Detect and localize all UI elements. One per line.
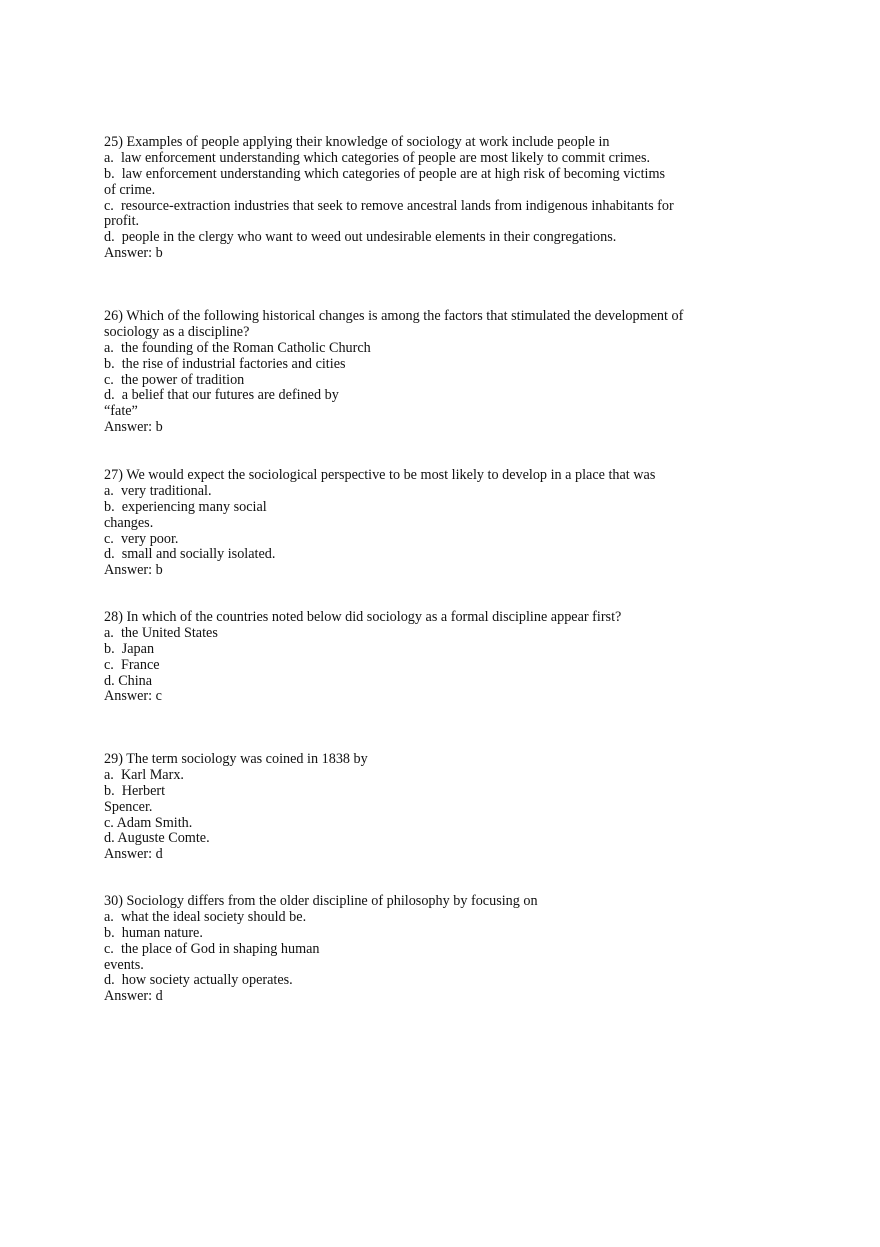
option-a: a. Karl Marx. (104, 766, 184, 783)
option-c: c. very poor. (104, 530, 179, 547)
option-a: a. what the ideal society should be. (104, 908, 307, 925)
option-d: d. small and socially isolated. (104, 546, 276, 563)
option-c: c. the power of tradition (104, 371, 245, 388)
option-c: c. the place of God in shaping human (104, 940, 320, 957)
question-text: 26) Which of the following historical changes is among the factors that stimulated the development of (104, 308, 684, 324)
question-text-continued: sociology as a discipline? (104, 323, 250, 340)
option-b-continued: of crime. (104, 181, 156, 198)
option-d-continued: “fate” (104, 403, 138, 420)
answer: Answer: c (104, 688, 162, 705)
answer: Answer: b (104, 419, 163, 436)
option-b: b. the rise of industrial factories and cities (104, 355, 346, 372)
option-b: b. experiencing many social (104, 498, 267, 515)
option-a: a. very traditional. (104, 482, 212, 499)
option-d: d. China (104, 672, 153, 689)
question-text: 28) In which of the countries noted below did sociology as a formal discipline appear first? (104, 609, 622, 625)
question-30 (104, 894, 704, 1005)
question-text: 29) The term sociology was coined in 1838 by (104, 751, 368, 767)
question-26 (104, 309, 704, 436)
answer: Answer: d (104, 846, 163, 863)
question-28 (104, 610, 704, 705)
option-c: c. Adam Smith. (104, 814, 193, 831)
question-text: 30) Sociology differs from the older discipline of philosophy by focusing on (104, 893, 538, 909)
option-d: d. Auguste Comte. (104, 830, 210, 847)
option-b-continued: Spencer. (104, 798, 153, 815)
question-29 (104, 752, 704, 863)
option-d: d. people in the clergy who want to weed out undesirable elements in their congregations. (104, 229, 617, 246)
answer: Answer: b (104, 245, 163, 262)
option-c-continued: events. (104, 956, 144, 973)
option-a: a. the United States (104, 624, 218, 641)
answer: Answer: b (104, 562, 163, 579)
option-c: c. France (104, 656, 160, 673)
option-b-continued: changes. (104, 514, 154, 531)
option-b: b. Japan (104, 640, 155, 657)
option-b: b. law enforcement understanding which categories of people are at high risk of becoming victims (104, 165, 666, 182)
option-c-continued: profit. (104, 213, 140, 230)
option-b: b. Herbert (104, 782, 166, 799)
option-a: a. the founding of the Roman Catholic Church (104, 339, 371, 356)
answer: Answer: d (104, 988, 163, 1005)
option-d: d. how society actually operates. (104, 972, 293, 989)
option-d: d. a belief that our futures are defined by (104, 387, 339, 404)
question-text: 25) Examples of people applying their knowledge of sociology at work include people in (104, 134, 610, 150)
option-b: b. human nature. (104, 924, 203, 941)
question-text: 27) We would expect the sociological perspective to be most likely to develop in a place that was (104, 467, 656, 483)
option-a: a. law enforcement understanding which categories of people are most likely to commit crimes. (104, 149, 651, 166)
option-c: c. resource-extraction industries that seek to remove ancestral lands from indigenous inhabitants for (104, 197, 674, 214)
question-27 (104, 468, 704, 579)
question-25 (104, 135, 704, 262)
